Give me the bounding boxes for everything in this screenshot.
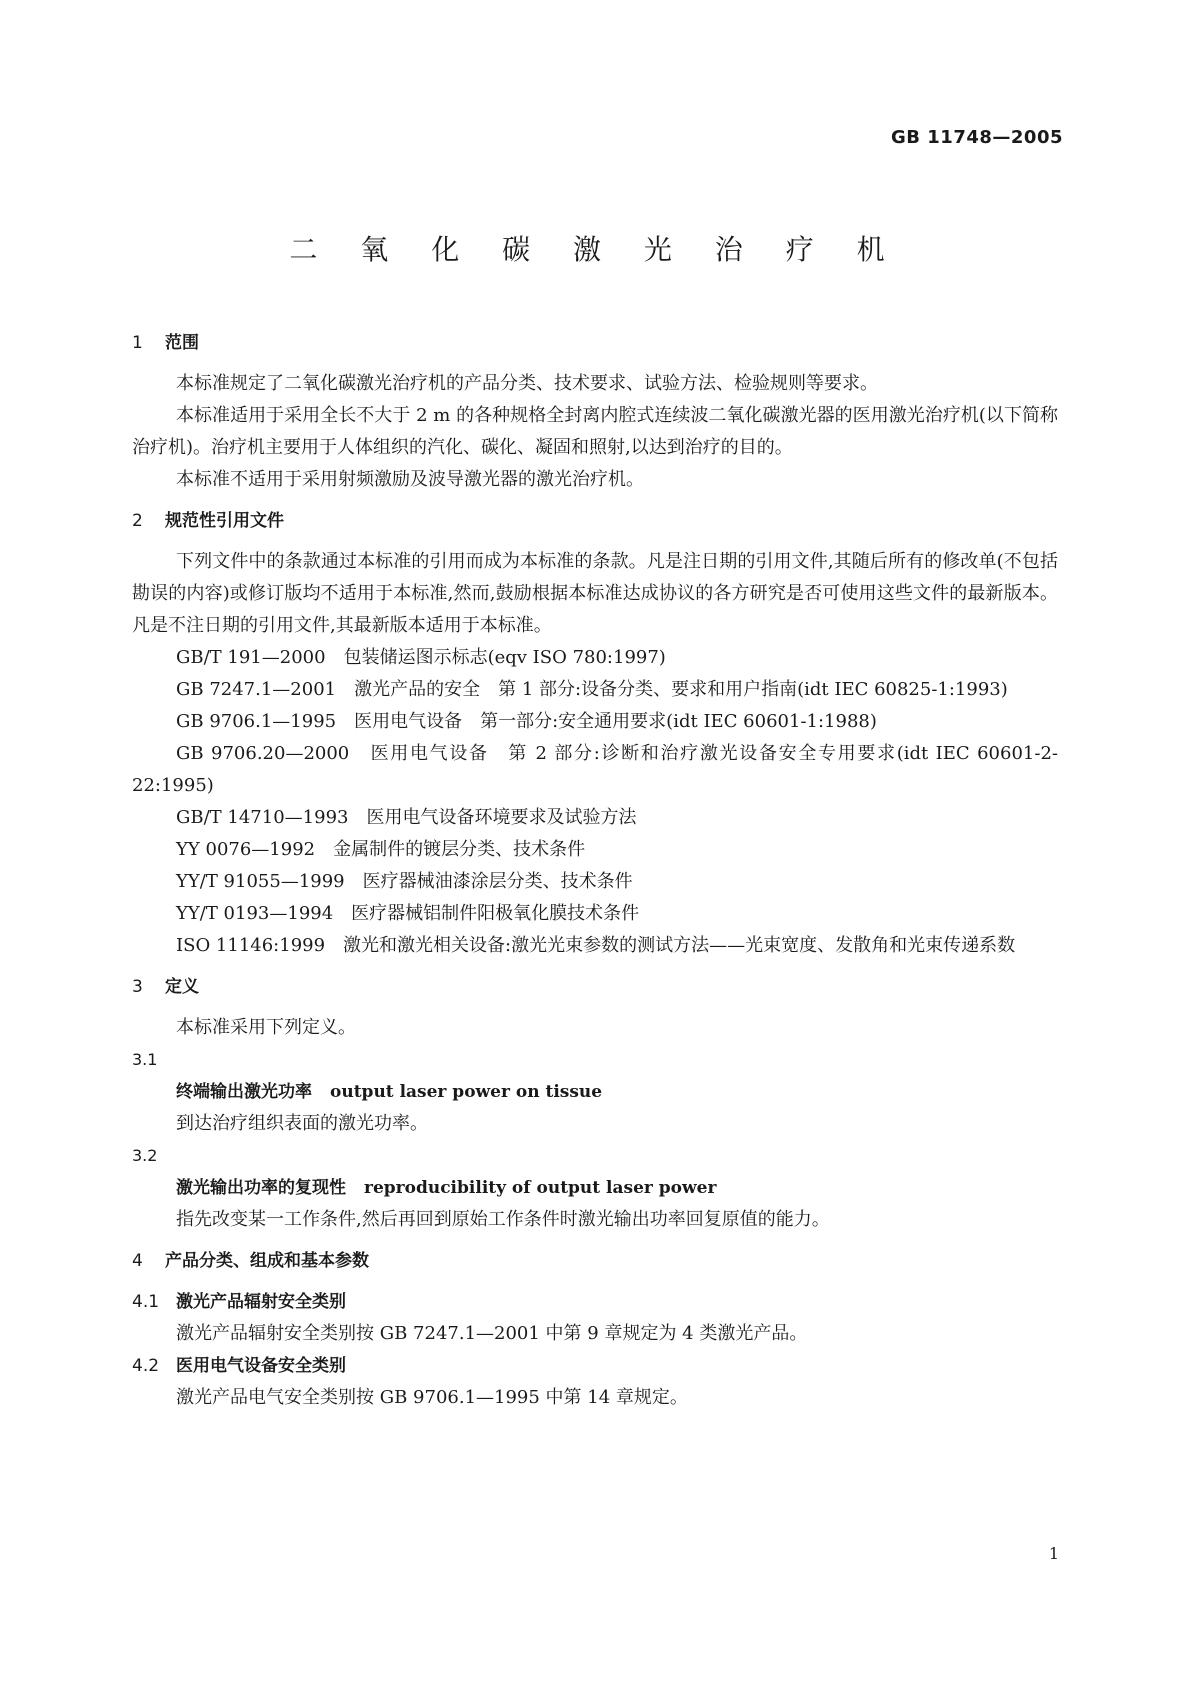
section-number: 1 <box>132 333 143 353</box>
subsection-number: 4.1 <box>132 1292 160 1312</box>
reference-item: YY 0076—1992 金属制件的镀层分类、技术条件 <box>176 839 586 860</box>
reference-item: GB 9706.20—2000 医用电气设备 第 2 部分:诊断和治疗激光设备安全专用要求(idt IEC 60601-2-22:1995) <box>132 743 1058 796</box>
paragraph: 激光产品辐射安全类别按 GB 7247.1—2001 中第 9 章规定为 4 类激光产品。 <box>176 1323 808 1344</box>
reference-item: GB/T 14710—1993 医用电气设备环境要求及试验方法 <box>176 807 637 828</box>
subsection-title: 医用电气设备安全类别 <box>176 1356 346 1376</box>
term-heading <box>132 1172 1058 1204</box>
page-number: 1 <box>1048 1544 1059 1563</box>
term-chinese: 激光输出功率的复现性 <box>176 1178 346 1198</box>
reference-item: GB/T 191—2000 包装储运图示标志(eqv ISO 780:1997) <box>176 647 666 668</box>
term-heading <box>132 1076 1058 1108</box>
paragraph: 本标准规定了二氧化碳激光治疗机的产品分类、技术要求、试验方法、检验规则等要求。 <box>176 373 878 394</box>
term-english: output laser power on tissue <box>330 1082 603 1102</box>
section-heading-references <box>132 505 1058 537</box>
paragraph: 本标准适用于采用全长不大于 2 m 的各种规格全封离内腔式连续波二氧化碳激光器的医用激光治疗机(以下简称治疗机)。治疗机主要用于人体组织的汽化、碳化、凝固和照射,以达到治疗的目的。 <box>132 405 1058 458</box>
term-number: 3.2 <box>132 1146 158 1165</box>
section-title: 规范性引用文件 <box>165 511 284 531</box>
paragraph: 激光产品电气安全类别按 GB 9706.1—1995 中第 14 章规定。 <box>176 1387 688 1408</box>
subsection-number: 4.2 <box>132 1356 160 1376</box>
term-definition: 到达治疗组织表面的激光功率。 <box>176 1113 428 1134</box>
term-english: reproducibility of output laser power <box>364 1178 717 1198</box>
term-chinese: 终端输出激光功率 <box>176 1082 312 1102</box>
section-heading-scope <box>132 327 1058 359</box>
section-heading-classification <box>132 1245 1058 1277</box>
document-title: 二 氧 化 碳 激 光 治 疗 机 <box>289 233 902 266</box>
section-number: 4 <box>132 1251 143 1271</box>
section-number: 2 <box>132 511 143 531</box>
subsection-title: 激光产品辐射安全类别 <box>176 1292 346 1312</box>
reference-item: GB 9706.1—1995 医用电气设备 第一部分:安全通用要求(idt IEC 60601-1:1988) <box>176 711 877 732</box>
section-title: 范围 <box>165 333 199 353</box>
section-heading-definitions <box>132 971 1058 1003</box>
reference-item: GB 7247.1—2001 激光产品的安全 第 1 部分:设备分类、要求和用户指南(idt IEC 60825-1:1993) <box>176 679 1008 700</box>
reference-item: YY/T 0193—1994 医疗器械铝制件阳极氧化膜技术条件 <box>176 903 640 924</box>
term-definition: 指先改变某一工作条件,然后再回到原始工作条件时激光输出功率回复原值的能力。 <box>176 1209 830 1230</box>
section-title: 定义 <box>165 977 199 997</box>
document-body <box>132 327 1058 1414</box>
paragraph: 本标准采用下列定义。 <box>176 1017 356 1038</box>
reference-item: YY/T 91055—1999 医疗器械油漆涂层分类、技术条件 <box>176 871 633 892</box>
section-number: 3 <box>132 977 143 997</box>
standard-code: GB 11748—2005 <box>891 127 1063 148</box>
paragraph: 下列文件中的条款通过本标准的引用而成为本标准的条款。凡是注日期的引用文件,其随后所有的修改单(不包括勘误的内容)或修订版均不适用于本标准,然而,鼓励根据本标准达成协议的各方研究是否可使用这些文件的最新版本。凡是不注日期的引用文件,其最新版本适用于本标准。 <box>132 551 1058 636</box>
subsection-heading <box>132 1286 1058 1318</box>
term-number: 3.1 <box>132 1050 158 1069</box>
paragraph: 本标准不适用于采用射频激励及波导激光器的激光治疗机。 <box>176 469 644 490</box>
subsection-heading <box>132 1350 1058 1382</box>
reference-item: ISO 11146:1999 激光和激光相关设备:激光光束参数的测试方法——光束宽度、发散角和光束传递系数 <box>176 935 1016 956</box>
section-title: 产品分类、组成和基本参数 <box>165 1251 369 1271</box>
